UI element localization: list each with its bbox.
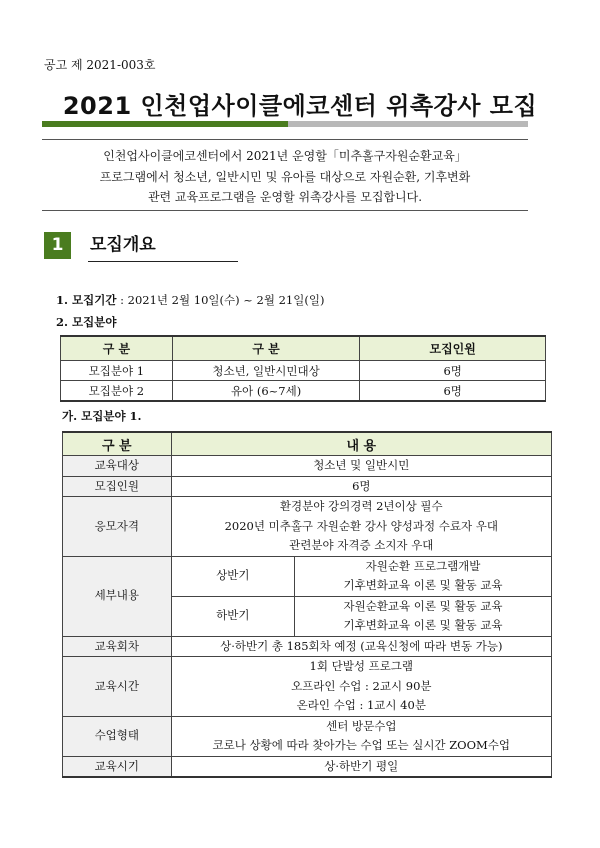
- table-row: [63, 756, 552, 777]
- column-header: 모집인원: [360, 336, 546, 361]
- table-cell: 모집분야 1: [61, 361, 173, 381]
- intro-top-rule: [42, 139, 528, 140]
- table-row: [63, 716, 552, 756]
- cell-line: 코로나 상황에 따라 찾아가는 수업 또는 실시간 ZOOM수업: [212, 738, 511, 752]
- cell-line: 1회 단발성 프로그램: [309, 659, 414, 673]
- table-cell: 상반기: [171, 556, 295, 596]
- table-cell: [171, 716, 551, 756]
- section-title-underline: [88, 261, 238, 262]
- cell-line: 관련분야 자격증 소지자 우대: [289, 538, 434, 552]
- cell-line: 기후변화교육 이론 및 활동 교육: [343, 618, 503, 632]
- table-cell: [295, 596, 552, 636]
- row-label: 수업형태: [63, 716, 172, 756]
- cell-line: 자원순환교육 이론 및 활동 교육: [343, 598, 503, 613]
- cell-line: 오프라인 수업 : 2교시 90분: [291, 678, 432, 693]
- row-label: 응모자격: [63, 497, 172, 557]
- table-cell: 6명: [360, 381, 546, 402]
- table-cell: 모집분야 2: [61, 381, 173, 402]
- table-row: [63, 657, 552, 717]
- table-row: [63, 556, 552, 596]
- table-cell: 상·하반기 평일: [171, 756, 551, 777]
- table-cell: [171, 657, 551, 717]
- sub-section-heading: 가. 모집분야 1.: [62, 409, 142, 423]
- table-row: [63, 636, 552, 657]
- page-title: 2021 인천업사이클에코센터 위촉강사 모집: [62, 92, 538, 120]
- recruit-period-label: 1. 모집기간: [56, 293, 117, 307]
- intro-line: 인천업사이클에코센터에서 2021년 운영할「미추홀구자원순환교육」: [103, 149, 467, 163]
- section-title: 모집개요: [90, 235, 156, 255]
- table-header-row: [61, 336, 546, 361]
- intro-text: [42, 146, 528, 208]
- table-cell: 하반기: [171, 596, 295, 636]
- table-row: [63, 456, 552, 477]
- intro-line: 관련 교육프로그램을 운영할 위촉강사를 모집합니다.: [147, 190, 423, 204]
- table-header-row: [63, 432, 552, 456]
- row-label: 모집인원: [63, 476, 172, 497]
- row-label: 교육시기: [63, 756, 172, 777]
- cell-line: 환경분야 강의경력 2년이상 필수: [279, 499, 443, 513]
- column-header: 구 분: [61, 336, 173, 361]
- column-header: 내 용: [171, 432, 551, 456]
- cell-line: 센터 방문수업: [326, 718, 397, 733]
- table-row: [63, 497, 552, 557]
- notice-number: 공고 제 2021-003호: [44, 58, 156, 72]
- table-cell: 6명: [171, 476, 551, 497]
- cell-line: 온라인 수업 : 1교시 40분: [296, 698, 426, 712]
- table-cell: [171, 497, 551, 557]
- table-row: [61, 381, 546, 402]
- table-cell: 청소년, 일반시민대상: [172, 361, 360, 381]
- table-cell: 상·하반기 총 185회차 예정 (교육신청에 따라 변동 가능): [171, 636, 551, 657]
- column-header: 구 분: [172, 336, 360, 361]
- table-cell: 청소년 및 일반시민: [171, 456, 551, 477]
- title-divider-bar: [288, 121, 528, 127]
- column-header: 구 분: [63, 432, 172, 456]
- field-table: [60, 335, 546, 402]
- intro-bottom-rule: [42, 210, 528, 211]
- table-row: [63, 476, 552, 497]
- recruit-period: [56, 292, 324, 308]
- cell-line: 기후변화교육 이론 및 활동 교육: [343, 578, 503, 592]
- section-number-badge: 1: [44, 232, 71, 259]
- intro-line: 프로그램에서 청소년, 일반시민 및 유아를 대상으로 자원순환, 기후변화: [99, 169, 471, 184]
- table-cell: 유아 (6~7세): [172, 381, 360, 402]
- row-label: 교육대상: [63, 456, 172, 477]
- detail-table: [62, 431, 552, 778]
- recruit-field-heading: 2. 모집분야: [56, 315, 117, 329]
- table-row: [61, 361, 546, 381]
- row-label: 교육회차: [63, 636, 172, 657]
- table-cell: 6명: [360, 361, 546, 381]
- cell-line: 자원순환 프로그램개발: [365, 558, 481, 573]
- table-cell: [295, 556, 552, 596]
- row-label: 교육시간: [63, 657, 172, 717]
- row-label: 세부내용: [63, 556, 172, 636]
- cell-line: 2020년 미추홀구 자원순환 강사 양성과정 수료자 우대: [224, 518, 498, 533]
- recruit-period-value: : 2021년 2월 10일(수) ~ 2월 21일(일): [116, 293, 325, 307]
- title-accent-bar: [42, 121, 288, 127]
